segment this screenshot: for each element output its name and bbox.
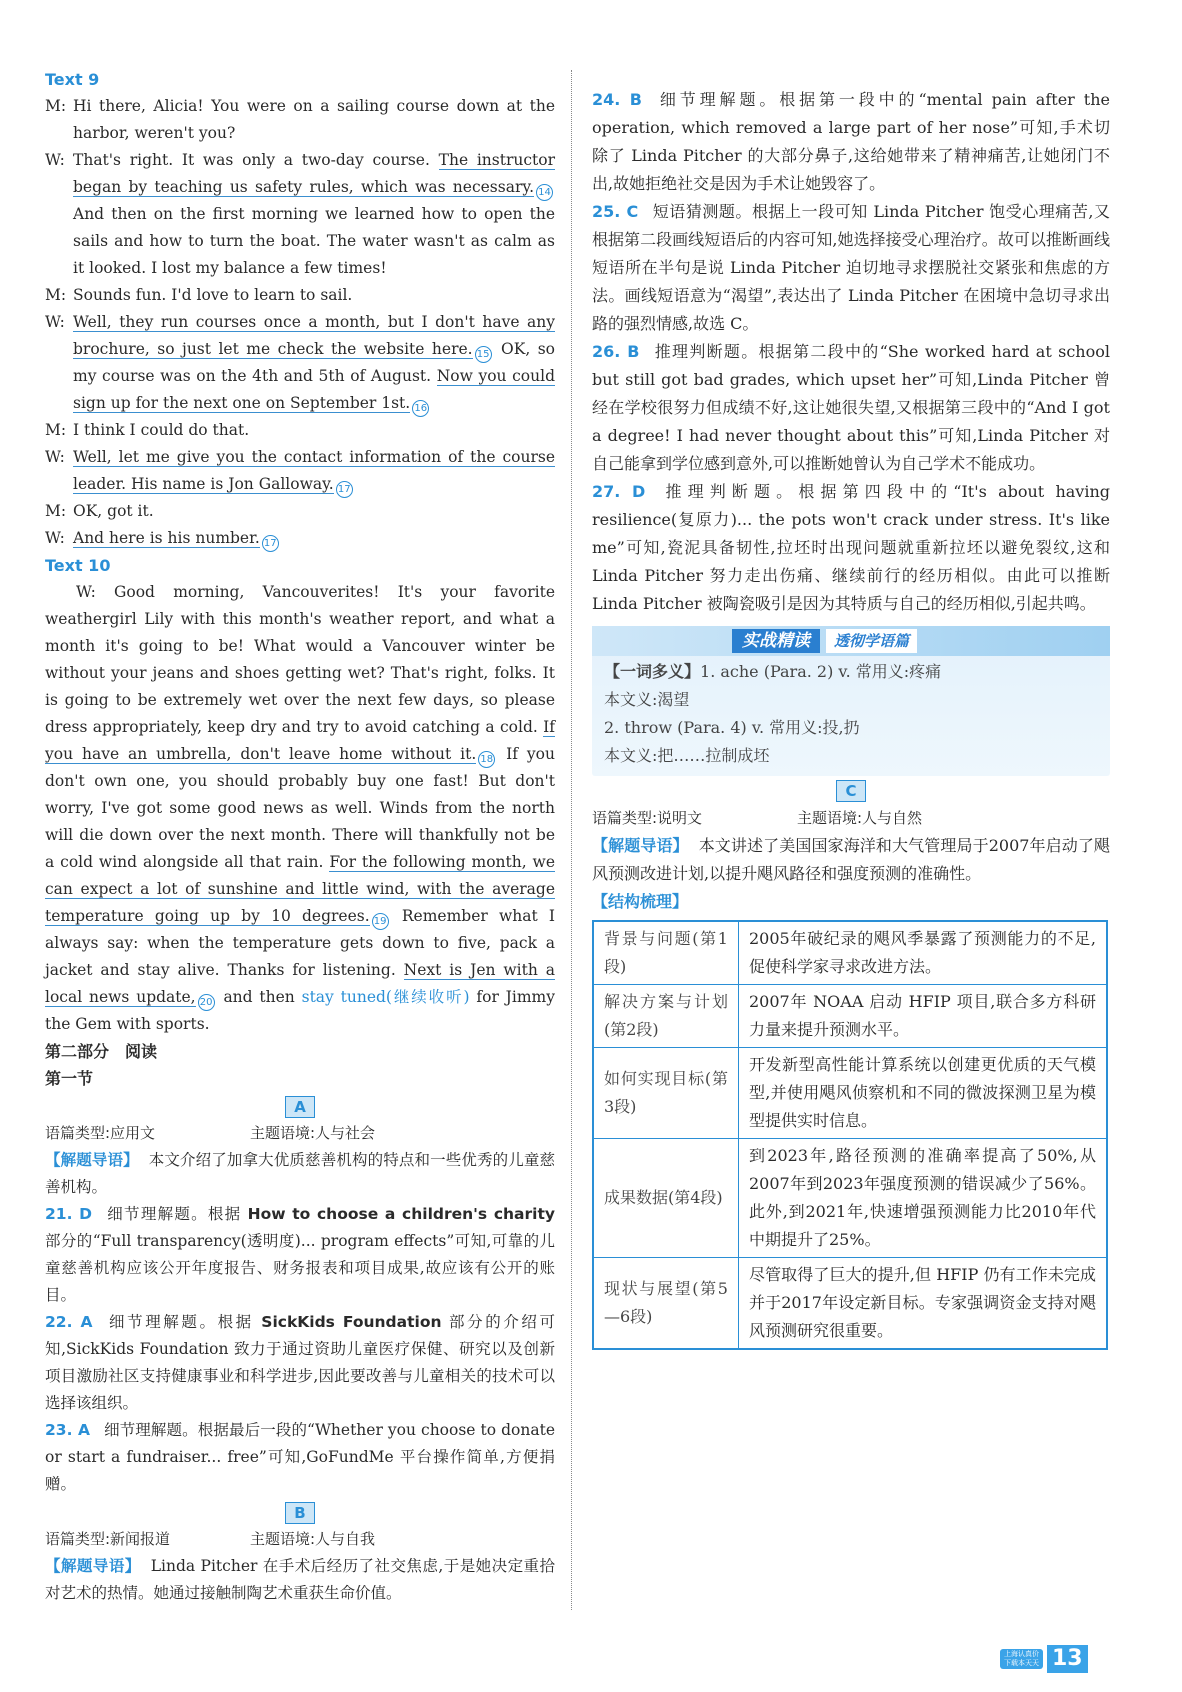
speaker: W: [45, 313, 65, 331]
guide-label: 【解题导语】 [45, 1151, 139, 1169]
bold-text: How to choose a children's charity [247, 1205, 555, 1223]
passage-theme: 主题语境:人与自我 [250, 1530, 376, 1548]
question-marker: 15 [475, 346, 492, 363]
table-row [593, 985, 1107, 1048]
polysemy-label: 【一词多义】 [604, 662, 701, 681]
passage-type: 语篇类型:新闻报道 [45, 1530, 171, 1548]
answer-number: 25. C [592, 202, 639, 221]
guide-text: Linda Pitcher 在手术后经历了社交焦虑,于是她决定重拾对艺术的热情。她通过接触制陶艺术重获生命价值。 [45, 1557, 555, 1602]
page-number-badge [1000, 1645, 1088, 1673]
line-text [73, 309, 555, 417]
text9-title: Text 9 [45, 70, 100, 89]
passage-b-guide [45, 1553, 555, 1607]
answer-26 [592, 338, 1110, 478]
row-value: 2007年 NOAA 启动 HFIP 项目,联合多方科研力量来提升预测水平。 [739, 985, 1108, 1048]
answer-27 [592, 478, 1110, 618]
row-value: 到2023年,路径预测的准确率提高了50%,从2007年到2023年强度预测的错误减少了56%。此外,到2021年,快速增强预测能力比2010年代中期提升了25%。 [739, 1139, 1108, 1258]
underlined-text: Well, they run courses once a month, but I don't have any brochure, so just let me check the website here. [73, 313, 555, 358]
text: 部分的介绍可知,SickKids Foundation 致力于通过资助儿童医疗保健、研究以及创新项目激励社区支持健康事业和科学进步,因此要改善与儿童相关的技术可以选择该组织。 [45, 1313, 555, 1412]
study-box-header [592, 626, 1110, 656]
study-box [592, 626, 1110, 776]
row-key: 成果数据(第4段) [593, 1139, 739, 1258]
answer-number: 21. D [45, 1205, 92, 1223]
study-box-body [592, 656, 1110, 772]
passage-b-badge: B [285, 1502, 315, 1524]
text: Remember what I always say: when the temperature gets down to five, pack a jacket and stay alive. Thanks for listening. [45, 907, 555, 979]
text: for Jimmy the Gem with sports. [45, 988, 556, 1033]
passage-theme: 主题语境:人与社会 [250, 1124, 376, 1142]
row-value: 开发新型高性能计算系统以创建更优质的天气模型,并使用飓风侦察机和不同的微波探测卫星为模型提供实时信息。 [739, 1048, 1108, 1139]
page-number: 13 [1047, 1645, 1088, 1673]
dialogue-line [45, 498, 555, 525]
bold-text: SickKids Foundation [261, 1313, 442, 1331]
row-key: 解决方案与计划(第2段) [593, 985, 739, 1048]
text: That's right. It was only a two-day course. [73, 151, 439, 169]
answer-text: 细节理解题。根据第一段中的“mental pain after the operation, which removed a large part of her nose”可知,手术切除了 Linda Pitcher 的大部分鼻子,这给她带来了精神痛苦,让她闭门不出,故她拒绝社交是因为手术让她毁容了。 [592, 90, 1110, 193]
dialogue-line [45, 417, 555, 444]
speaker: W: [45, 448, 65, 466]
text: 细节理解题。根据最后一段的“Whether you choose to donate or start a fundraiser... free”可知,GoFundMe 平台操作简单,方便捐赠。 [45, 1421, 555, 1493]
text: If you don't own one, you should probably buy one fast! But don't worry, I've got some good news as well. Winds from the north will die down over the next month. There will thankfully not be a cold wind alongside all that rain. [45, 745, 555, 871]
tag-line: 上海认真价 [1004, 1650, 1039, 1658]
line-text [73, 444, 555, 498]
text: OK, so my course was on the 4th and 5th of August. [73, 340, 556, 385]
answer-24 [592, 86, 1110, 198]
passage-a-badge: A [285, 1096, 315, 1118]
vocab-line: 本文义:渴望 [604, 690, 690, 709]
line-text: Hi there, Alicia! You were on a sailing course down at the harbor, weren't you? [73, 97, 555, 142]
structure-label: 【结构梳理】 [592, 892, 689, 911]
section-title: 第一节 [45, 1069, 94, 1088]
question-marker: 17 [262, 535, 279, 552]
passage-a-meta [45, 1120, 555, 1147]
study-box-subtitle: 透彻学语篇 [826, 629, 917, 653]
question-marker: 18 [478, 751, 495, 768]
table-row [593, 1139, 1107, 1258]
underlined-text: And here is his number. [73, 529, 260, 547]
guide-text: 本文介绍了加拿大优质慈善机构的特点和一些优秀的儿童慈善机构。 [45, 1151, 555, 1196]
dialogue-line [45, 525, 555, 552]
text: W: Good morning, Vancouverites! It's your favorite weathergirl Lily with this month's weather report, and what a month it's going to be! What would a Vancouver winter be without your jeans and shoes getting wet? That's right, folks. It is going to be extremely wet over the next few days, so please dress appropriately, keep dry and try to avoid catching a cold. [45, 583, 555, 736]
speaker: M: [45, 286, 67, 304]
guide-text: 本文讲述了美国国家海洋和大气管理局于2007年启动了飓风预测改进计划,以提升飓风路径和强度预测的准确性。 [592, 836, 1110, 883]
passage-type: 语篇类型:说明文 [592, 809, 703, 827]
speaker: M: [45, 97, 67, 115]
line-text: OK, got it. [73, 502, 154, 520]
study-box-title: 实战精读 [732, 629, 820, 653]
answer-number: 27. D [592, 482, 646, 501]
left-column [45, 66, 555, 1607]
text: and then [216, 988, 302, 1006]
row-value: 2005年破纪录的飓风季暴露了预测能力的不足,促使科学家寻求改进方法。 [739, 921, 1108, 985]
vocab-note: stay tuned(继续收听) [301, 988, 470, 1006]
structure-table [592, 920, 1108, 1350]
table-row [593, 921, 1107, 985]
vocab-line: 1. ache (Para. 2) v. 常用义:疼痛 [700, 662, 942, 681]
tag-line: 下载本天天 [1004, 1659, 1039, 1667]
answer-number: 26. B [592, 342, 640, 361]
guide-label: 【解题导语】 [45, 1557, 141, 1575]
dialogue-line [45, 282, 555, 309]
page-tag [1000, 1649, 1043, 1669]
dialogue-line [45, 93, 555, 147]
answer-21 [45, 1201, 555, 1309]
answer-text: 短语猜测题。根据上一段可知 Linda Pitcher 饱受心理痛苦,又根据第二段画线短语后的内容可知,她选择接受心理治疗。故可以推断画线短语所在半句是说 Linda Pitcher 迫切地寻求摆脱社交紧张和焦虑的方法。画线短语意为“渴望”,表达出了 Linda Pitcher 在困境中急切寻求出路的强烈情感,故选 C。 [592, 202, 1111, 333]
answer-number: 22. A [45, 1313, 93, 1331]
answer-text: 推理判断题。根据第二段中的“She worked hard at school but still got bad grades, which upset her”可知,Linda Pitcher 曾经在学校很努力但成绩不好,这让她很失望,又根据第三段中的“And I got a degree! I had never thought about this”可知,Linda Pitcher 对自己能拿到学位感到意外,可以推断她曾认为自己学术不能成功。 [592, 342, 1110, 473]
underlined-text: The instructor began by teaching us safety rules, which was necessary. [73, 151, 555, 196]
line-text [73, 525, 555, 552]
passage-c-meta [592, 804, 1110, 832]
right-column [592, 86, 1110, 1350]
question-marker: 19 [372, 913, 389, 930]
column-divider [571, 70, 572, 1610]
text10-title: Text 10 [45, 556, 111, 575]
line-text: I think I could do that. [73, 421, 250, 439]
dialogue-line [45, 444, 555, 498]
question-marker: 16 [412, 400, 429, 417]
passage-type: 语篇类型:应用文 [45, 1124, 156, 1142]
answer-number: 24. B [592, 90, 642, 109]
passage-c-badge: C [836, 780, 866, 802]
table-row [593, 1048, 1107, 1139]
line-text [73, 147, 555, 282]
part2-title: 第二部分 阅读 [45, 1042, 158, 1061]
speaker: W: [45, 529, 65, 547]
guide-label: 【解题导语】 [592, 836, 689, 855]
passage-b-meta [45, 1526, 555, 1553]
table-row [593, 1258, 1107, 1350]
underlined-text: Well, let me give you the contact information of the course leader. His name is Jon Galloway. [73, 448, 555, 493]
question-marker: 20 [198, 994, 215, 1011]
row-key: 现状与展望(第5—6段) [593, 1258, 739, 1350]
passage-c-guide [592, 832, 1110, 888]
line-text: Sounds fun. I'd love to learn to sail. [73, 286, 353, 304]
passage-a-guide [45, 1147, 555, 1201]
underlined-text: Now you could sign up for the next one on September 1st. [73, 367, 555, 412]
passage-theme: 主题语境:人与自然 [797, 809, 923, 827]
text: 细节理解题。根据 [106, 1205, 248, 1223]
speaker: M: [45, 421, 67, 439]
question-marker: 17 [336, 481, 353, 498]
question-marker: 14 [536, 184, 553, 201]
dialogue-line [45, 309, 555, 417]
speaker: W: [45, 151, 65, 169]
vocab-line: 2. throw (Para. 4) v. 常用义:投,扔 [604, 718, 860, 737]
answer-25 [592, 198, 1110, 338]
answer-22 [45, 1309, 555, 1417]
text: 部分的“Full transparency(透明度)... program effects”可知,可靠的儿童慈善机构应该公开年度报告、财务报表和项目成果,故应该有公开的账目。 [45, 1232, 555, 1304]
underlined-text: Next is Jen with a local news update, [45, 961, 555, 1006]
underlined-text: For the following month, we can expect a lot of sunshine and little wind, with the average temperature going up by 10 degrees. [45, 853, 556, 925]
row-key: 如何实现目标(第3段) [593, 1048, 739, 1139]
row-key: 背景与问题(第1段) [593, 921, 739, 985]
underlined-text: If you have an umbrella, don't leave home without it. [45, 718, 555, 763]
text: And then on the first morning we learned how to open the sails and how to turn the boat. The water wasn't as calm as it looked. I lost my balance a few times! [73, 205, 555, 277]
vocab-line: 本文义:把……拉制成坯 [604, 746, 770, 765]
answer-number: 23. A [45, 1421, 90, 1439]
answer-23 [45, 1417, 555, 1498]
dialogue-line [45, 147, 555, 282]
speaker: M: [45, 502, 67, 520]
text: 细节理解题。根据 [106, 1313, 262, 1331]
text10-body [45, 579, 555, 1038]
row-value: 尽管取得了巨大的提升,但 HFIP 仍有工作未完成并于2017年设定新目标。专家强调资金支持对飓风预测研究很重要。 [739, 1258, 1108, 1350]
answer-text: 推理判断题。根据第四段中的“It's about having resilience(复原力)... the pots won't crack under stress. It's like me”可知,瓷泥具备韧性,拉坯时出现问题就重新拉坯以避免裂纹,这和 Linda Pitcher 努力走出伤痛、继续前行的经历相似。由此可以推断 Linda Pitcher 被陶瓷吸引是因为其特质与自己的经历相似,引起共鸣。 [592, 482, 1110, 613]
